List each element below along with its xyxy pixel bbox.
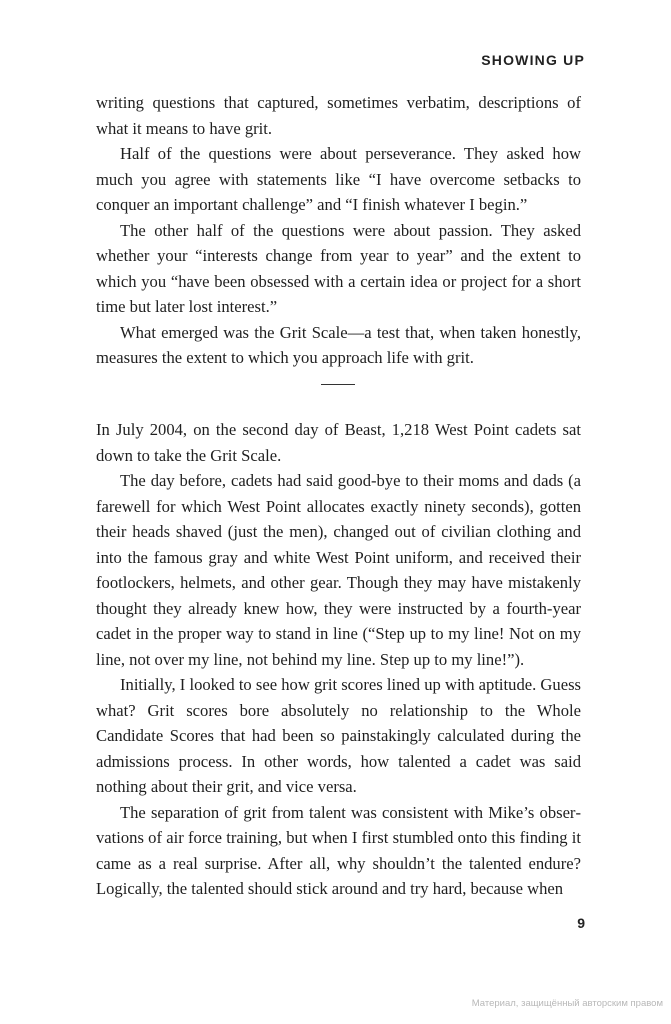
copyright-watermark: Материал, защищённый авторским правом <box>471 998 663 1009</box>
paragraph: writing questions that captured, sometimes verbatim, descriptions of what it means to have grit. <box>96 93 581 138</box>
paragraph: The other half of the questions were about passion. They asked whether your “interests change from year to year” and the extent to which you “have been obsessed with a certain idea or project for a short time but later lost interest.” <box>96 220 581 316</box>
page-number: 9 <box>577 915 585 931</box>
text-block-1 <box>96 90 581 371</box>
paragraph: The day before, cadets had said good-bye to their moms and dads (a farewell for which West Point allocates exactly ninety seconds), gotten their heads shaved (just the men), changed out of civilian clothing and into the famous gray and white West Point uniform, and received their footlockers, helmets, and other gear. Though they may have mistakenly thought they already knew how, they were instructed by a fourth-year cadet in the proper way to stand in line (“Step up to my line! Not on my line, not over my line, not behind my line. Step up to my line!”). <box>96 471 581 669</box>
text-block-2 <box>96 417 581 902</box>
paragraph: In July 2004, on the second day of Beast, 1,218 West Point cadets sat down to take the Grit Scale. <box>96 420 581 465</box>
section-break-rule <box>321 384 355 385</box>
running-head: SHOWING UP <box>481 52 585 68</box>
paragraph: The separation of grit from talent was consistent with Mike’s observations of air force training, but when I first stumbled onto this finding it came as a real surprise. After all, why shouldn’t the talented endure? Logically, the talented should stick around and try hard, because when <box>96 802 581 898</box>
paragraph: What emerged was the Grit Scale—a test that, when taken honestly, measures the extent to which you approach life with grit. <box>96 322 581 367</box>
paragraph: Half of the questions were about perseverance. They asked how much you agree with statements like “I have overcome setbacks to conquer an important challenge” and “I finish whatever I begin.” <box>96 144 581 214</box>
paragraph: Initially, I looked to see how grit scores lined up with aptitude. Guess what? Grit scores bore absolutely no relationship to the Whole Candidate Scores that had been so painstakingly calculated during the admissions process. In other words, how talented a cadet was said nothing about their grit, and vice versa. <box>96 675 581 796</box>
